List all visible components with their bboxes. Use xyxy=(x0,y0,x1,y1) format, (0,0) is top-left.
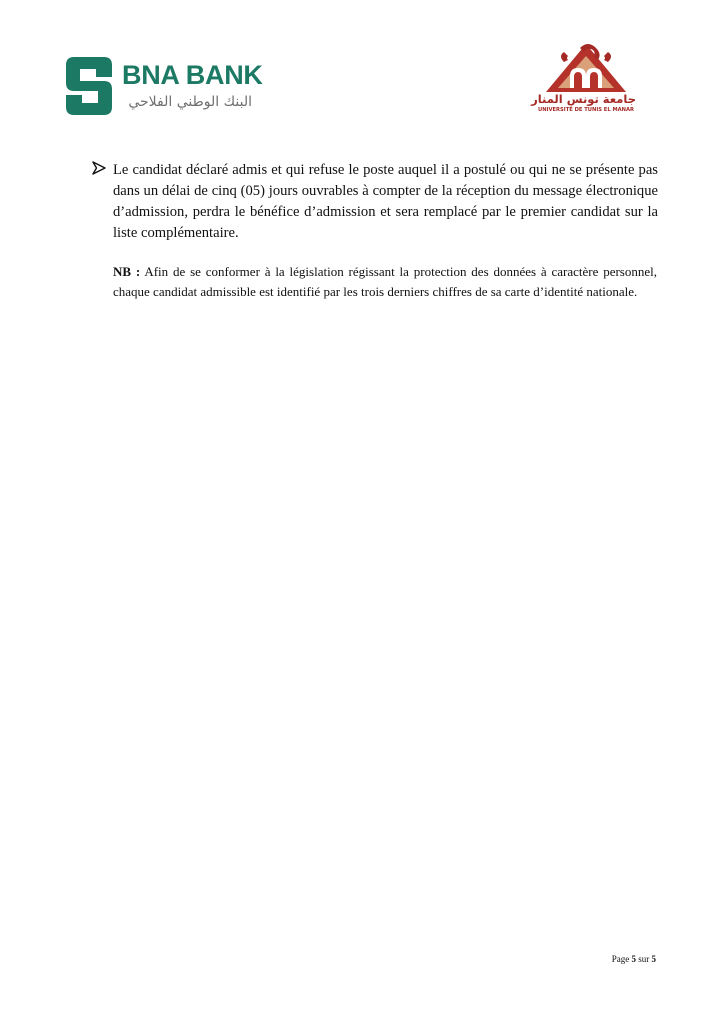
bna-logo-icon xyxy=(66,57,112,115)
utm-logo-latin-name: UNIVERSITÉ DE TUNIS EL MANAR xyxy=(538,107,634,113)
footer-page-number: 5 xyxy=(631,954,636,964)
nb-label: NB : xyxy=(113,264,141,279)
utm-university-logo xyxy=(531,42,636,120)
nb-note-text: Afin de se conformer à la législation régissant la protection des données à caractère personnel, chaque candidat admissible est identifié par les trois derniers chiffres de sa carte d’identité nationale. xyxy=(113,264,657,299)
bullet-paragraph-text: Le candidat déclaré admis et qui refuse le poste auquel il a postulé ou qui ne se présente pas dans un délai de cinq (05) jours ouvrables à compter de la réception du message électronique d’admission, perdra le bénéfice d’admission et sera remplacé par le premier candidat sur la liste complémentaire. xyxy=(113,162,658,241)
footer-of-word: sur xyxy=(638,954,650,964)
footer-page-word: Page xyxy=(611,954,630,964)
bna-logo-wordmark: BNA BANK xyxy=(122,60,263,90)
utm-emblem-icon xyxy=(544,42,628,94)
bna-bank-logo xyxy=(66,57,263,117)
utm-logo-arabic-name: جامعة تونس المنار xyxy=(531,92,636,106)
arrow-bullet-icon xyxy=(92,161,106,175)
page-number-footer xyxy=(560,953,656,965)
nb-note xyxy=(113,262,657,301)
footer-total-pages: 5 xyxy=(651,954,656,964)
bna-logo-arabic-name: البنك الوطني الفلاحي xyxy=(128,94,252,110)
